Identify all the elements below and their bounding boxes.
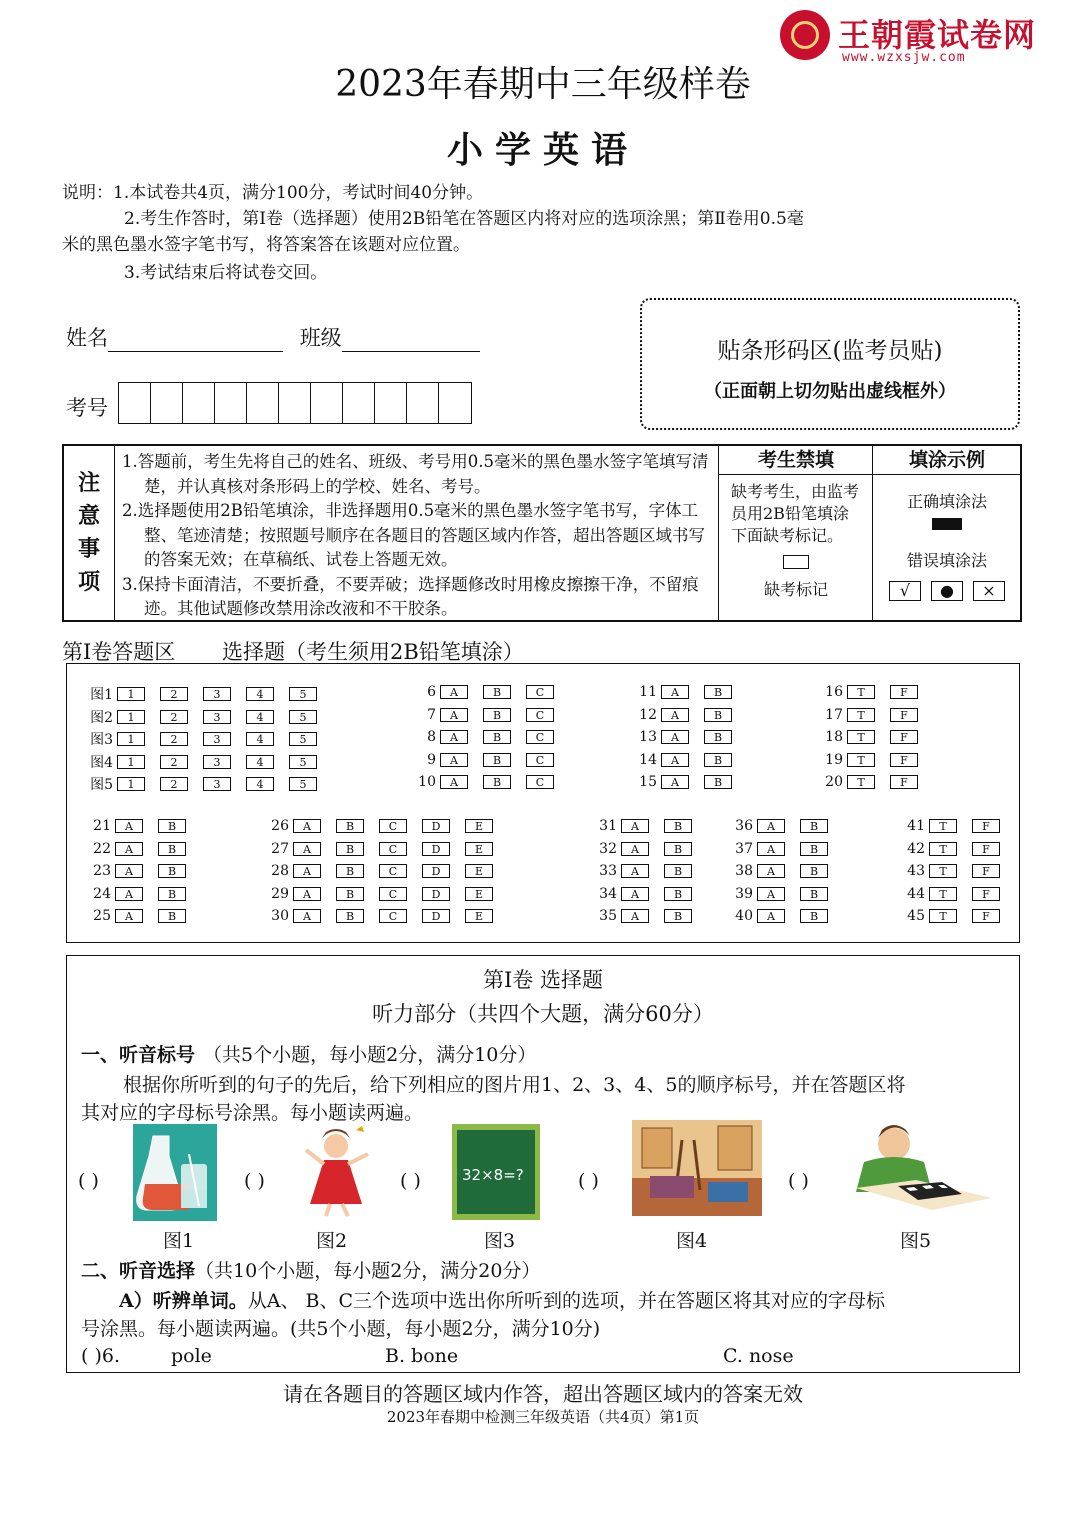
answer-bubble[interactable]: D: [422, 864, 450, 878]
answer-bubble[interactable]: C: [526, 753, 554, 767]
answer-bubble[interactable]: 1: [117, 755, 145, 769]
answer-bubble[interactable]: 4: [246, 687, 274, 701]
dancing-girl-icon: [294, 1124, 378, 1219]
answer-bubble[interactable]: B: [664, 887, 692, 901]
answer-bubble[interactable]: F: [972, 819, 1000, 833]
class-label: 班级: [299, 326, 342, 350]
answer-row: [593, 908, 707, 924]
picture-4-caption: 图4: [676, 1230, 708, 1252]
answer-paren[interactable]: ( ): [244, 1170, 265, 1192]
answer-bubble[interactable]: 1: [117, 732, 145, 746]
answer-bubble[interactable]: 2: [160, 710, 188, 724]
barcode-area: [640, 298, 1020, 430]
answer-row: [265, 818, 508, 834]
question-number: 11: [639, 684, 657, 700]
answer-bubble[interactable]: F: [890, 685, 918, 699]
answer-bubble[interactable]: A: [661, 775, 689, 789]
absent-header: 考生禁填: [719, 446, 873, 475]
question-number: 16: [825, 684, 843, 700]
answer-row: [729, 886, 843, 902]
answer-bubble[interactable]: A: [115, 819, 143, 833]
answer-bubble[interactable]: 2: [160, 755, 188, 769]
answer-row: [87, 886, 201, 902]
answer-row: [729, 863, 843, 879]
answer-bubble[interactable]: A: [115, 909, 143, 923]
picture-4: [632, 1120, 762, 1252]
q6-option-b: B. bone: [385, 1345, 459, 1367]
answer-bubble[interactable]: F: [972, 842, 1000, 856]
answer-bubble[interactable]: A: [621, 887, 649, 901]
answer-bubble[interactable]: B: [158, 909, 186, 923]
absent-text: 缺考考生，由监考员用2B铅笔填涂下面缺考标记。: [731, 482, 860, 545]
answer-row: [819, 774, 933, 790]
answer-bubble[interactable]: E: [465, 909, 493, 923]
answer-row: [593, 841, 707, 857]
answer-bubble[interactable]: F: [972, 887, 1000, 901]
question-number: 24: [93, 885, 111, 902]
answer-bubble[interactable]: C: [526, 708, 554, 722]
question-number: 29: [271, 885, 289, 902]
answer-row: [729, 818, 843, 834]
answer-bubble[interactable]: B: [704, 708, 732, 722]
wrong-label: 错误填涂法: [906, 551, 987, 570]
answer-bubble[interactable]: A: [757, 842, 785, 856]
notice-table: [62, 444, 1022, 622]
answer-area-title: 第Ⅰ卷答题区: [62, 640, 176, 664]
picture-3-caption: 图3: [484, 1230, 516, 1252]
answer-bubble[interactable]: 1: [117, 777, 145, 791]
question-number: 图4: [90, 754, 113, 771]
exam-id-boxes[interactable]: [118, 382, 472, 424]
question-number: 10: [418, 774, 436, 791]
answer-bubble[interactable]: A: [115, 864, 143, 878]
barcode-note: （正面朝上切勿贴出虚线框外）: [704, 381, 956, 402]
absent-mark-label: 缺考标记: [763, 580, 828, 599]
answer-bubble[interactable]: A: [440, 708, 468, 722]
answer-row: [87, 863, 201, 879]
notice-item: 1.答题前，考生先将自己的姓名、班级、考号用0.5毫米的黑色墨水签字笔填写清楚，并认真核对条形码上的学校、姓名、考号。: [122, 452, 709, 496]
answer-bubble[interactable]: E: [465, 819, 493, 833]
answer-bubble[interactable]: C: [526, 730, 554, 744]
question-number: 17: [825, 706, 843, 723]
answer-row: [633, 752, 747, 768]
answer-row: [87, 818, 201, 834]
answer-bubble[interactable]: A: [661, 753, 689, 767]
answer-bubble[interactable]: F: [972, 909, 1000, 923]
answer-bubble[interactable]: A: [440, 685, 468, 699]
notice-item: 2.选择题使用2B铅笔填涂，非选择题用0.5毫米的黑色墨水签字笔书写，字体工整、笔迹清楚；按照题号顺序在各题目的答题区域内作答，超出答题区域书写的答案无效；在草稿纸、试卷上答题无效。: [122, 501, 705, 569]
q2-heading: 二、听音选择（共10个小题，每小题2分，满分20分）: [81, 1260, 541, 1282]
notice-item: 3.保持卡面清洁，不要折叠，不要弄破；选择题修改时用橡皮擦擦干净，不留痕迹。其他试题修改禁用涂改液和不干胶条。: [122, 574, 699, 618]
answer-bubble[interactable]: E: [465, 842, 493, 856]
answer-bubble[interactable]: E: [465, 864, 493, 878]
answer-bubble[interactable]: B: [483, 730, 511, 744]
answer-bubble[interactable]: B: [704, 730, 732, 744]
q6-option-a: pole: [171, 1345, 212, 1367]
answer-bubble[interactable]: A: [115, 842, 143, 856]
answer-bubble[interactable]: 5: [289, 777, 317, 791]
class-line[interactable]: [342, 329, 480, 352]
answer-bubble[interactable]: T: [847, 685, 875, 699]
question-number: 图5: [90, 777, 113, 794]
answer-bubble[interactable]: A: [293, 842, 321, 856]
answer-bubble[interactable]: A: [293, 909, 321, 923]
answer-bubble[interactable]: A: [757, 887, 785, 901]
answer-bubble[interactable]: B: [483, 685, 511, 699]
answer-bubble[interactable]: B: [664, 842, 692, 856]
instruction-2b: 米的黑色墨水签字笔书写，将答案答在该题对应位置。: [62, 235, 470, 255]
answer-row: [593, 818, 707, 834]
answer-bubble[interactable]: C: [379, 887, 407, 901]
answer-bubble[interactable]: B: [664, 819, 692, 833]
answer-bubble[interactable]: A: [621, 842, 649, 856]
answer-row: [77, 752, 332, 772]
question-number: 20: [825, 774, 843, 791]
answer-bubble[interactable]: T: [929, 842, 957, 856]
answer-bubble[interactable]: 2: [160, 732, 188, 746]
answer-row: [819, 684, 933, 700]
chess-player-icon: [842, 1120, 996, 1220]
answer-row: [901, 886, 1015, 902]
answer-bubble[interactable]: F: [972, 864, 1000, 878]
answer-sheet: [66, 663, 1020, 943]
question-number: 40: [735, 908, 753, 925]
answer-bubble[interactable]: A: [661, 708, 689, 722]
answer-row: [412, 729, 569, 745]
question-number: 14: [639, 751, 657, 768]
answer-row: [593, 863, 707, 879]
correct-label: 正确填涂法: [906, 492, 987, 511]
answer-bubble[interactable]: 2: [160, 777, 188, 791]
answer-row: [901, 863, 1015, 879]
answer-row: [819, 752, 933, 768]
answer-bubble[interactable]: T: [847, 708, 875, 722]
question-number: 44: [907, 885, 925, 902]
answer-bubble[interactable]: F: [890, 775, 918, 789]
logo-brand: 王朝霞试卷网: [838, 16, 1037, 54]
question-number: 38: [735, 863, 753, 880]
answer-bubble[interactable]: C: [526, 685, 554, 699]
question-number: 18: [825, 729, 843, 746]
question-number: 23: [93, 863, 111, 880]
answer-row: [265, 841, 508, 857]
seal-icon: [780, 10, 830, 60]
answer-row: [633, 684, 747, 700]
answer-bubble[interactable]: 4: [246, 732, 274, 746]
question-number: 22: [93, 840, 111, 857]
answer-bubble[interactable]: T: [929, 819, 957, 833]
question-number: 28: [271, 863, 289, 880]
answer-bubble[interactable]: 4: [246, 755, 274, 769]
answer-bubble[interactable]: B: [336, 887, 364, 901]
answer-bubble[interactable]: B: [158, 864, 186, 878]
q2a-desc-2: 号涂黑。每小题读两遍。(共5个小题，每小题2分，满分10分): [81, 1318, 601, 1340]
q1-desc-1: 根据你所听到的句子的先后，给下列相应的图片用1、2、3、4、5的顺序标号，并在答题区将: [123, 1074, 906, 1096]
question-number: 43: [907, 863, 925, 880]
answer-area-heading: [62, 636, 524, 666]
logo-url: www.wzxsjw.com: [842, 50, 966, 65]
answer-bubble[interactable]: B: [483, 708, 511, 722]
q1-desc-2: 其对应的字母标号涂黑。每小题读两遍。: [81, 1102, 424, 1124]
picture-1-caption: 图1: [163, 1230, 195, 1252]
answer-bubble[interactable]: 5: [289, 755, 317, 769]
page-title: 2023年春期中三年级样卷: [335, 64, 751, 105]
question-number: 45: [907, 908, 925, 925]
picture-5: [842, 1120, 996, 1252]
question-number: 37: [735, 840, 753, 857]
answer-row: [77, 684, 332, 704]
question-number: 31: [599, 818, 617, 834]
answer-bubble[interactable]: 2: [160, 687, 188, 701]
q6-option-c: C. nose: [723, 1345, 794, 1367]
dot-mark-icon: ●: [931, 581, 963, 601]
answer-bubble[interactable]: A: [757, 864, 785, 878]
answer-row: [87, 908, 201, 924]
answer-paren[interactable]: ( ): [400, 1170, 421, 1192]
answer-bubble[interactable]: A: [621, 864, 649, 878]
answer-row: [265, 908, 508, 924]
answer-bubble[interactable]: B: [483, 775, 511, 789]
answer-bubble[interactable]: B: [664, 909, 692, 923]
question-number: 42: [907, 840, 925, 857]
q6-prefix[interactable]: ( )6.: [81, 1345, 120, 1367]
answer-bubble[interactable]: B: [800, 842, 828, 856]
name-label: 姓名: [66, 326, 108, 350]
answer-bubble[interactable]: B: [336, 864, 364, 878]
correct-fill-icon: [932, 518, 962, 530]
answer-bubble[interactable]: C: [379, 819, 407, 833]
answer-row: [633, 774, 747, 790]
instruction-lead: 说明：1.本试卷共4页，满分100分，考试时间40分钟。: [62, 183, 484, 203]
question-number: 15: [639, 774, 657, 791]
answer-bubble[interactable]: A: [757, 819, 785, 833]
answer-bubble[interactable]: T: [847, 753, 875, 767]
subject-title: 小学英语: [446, 129, 639, 171]
listening-title: 听力部分（共四个大题，满分60分）: [372, 1002, 714, 1026]
answer-bubble[interactable]: A: [621, 819, 649, 833]
answer-bubble[interactable]: B: [483, 753, 511, 767]
question-number: 26: [271, 818, 289, 834]
absent-mark-box[interactable]: [783, 555, 809, 569]
instruction-3: 3.考试结束后将试卷交回。: [124, 263, 328, 283]
answer-bubble[interactable]: 1: [117, 687, 145, 701]
question-number: 39: [735, 885, 753, 902]
answer-bubble[interactable]: A: [757, 909, 785, 923]
answer-bubble[interactable]: A: [293, 887, 321, 901]
answer-bubble[interactable]: B: [704, 685, 732, 699]
example-column: [872, 446, 1021, 620]
question-number: 25: [93, 908, 111, 925]
question-number: 9: [427, 751, 436, 768]
answer-bubble[interactable]: F: [890, 708, 918, 722]
picture-2: [294, 1124, 378, 1252]
answer-row: [633, 729, 747, 745]
answer-bubble[interactable]: F: [890, 730, 918, 744]
answer-row: [77, 707, 332, 727]
question-number: 32: [599, 840, 617, 857]
question-number: 30: [271, 908, 289, 925]
question-number: 34: [599, 885, 617, 902]
cross-mark-icon: ×: [973, 581, 1005, 601]
picture-1: [133, 1124, 217, 1252]
q1-heading: 一、听音标号 （共5个小题，每小题2分，满分10分）: [81, 1044, 537, 1066]
blackboard-icon: [452, 1124, 540, 1220]
answer-bubble[interactable]: 4: [246, 777, 274, 791]
answer-bubble[interactable]: B: [158, 819, 186, 833]
question-number: 33: [599, 863, 617, 880]
answer-bubble[interactable]: A: [661, 730, 689, 744]
answer-bubble[interactable]: F: [890, 753, 918, 767]
answer-bubble[interactable]: A: [440, 730, 468, 744]
svg-text:32×8=?: 32×8=?: [462, 1166, 524, 1184]
answer-row: [77, 729, 332, 749]
answer-bubble[interactable]: D: [422, 842, 450, 856]
question-number: 6: [427, 684, 436, 700]
answer-row: [593, 886, 707, 902]
answer-bubble[interactable]: 3: [203, 732, 231, 746]
question-number: 12: [639, 706, 657, 723]
answer-row: [412, 684, 569, 700]
question-number: 21: [93, 818, 111, 834]
answer-paren[interactable]: ( ): [78, 1170, 99, 1192]
answer-bubble[interactable]: B: [800, 864, 828, 878]
answer-bubble[interactable]: A: [661, 685, 689, 699]
question-number: 8: [427, 729, 436, 746]
answer-bubble[interactable]: A: [293, 819, 321, 833]
answer-warning: 请在各题目的答题区域内作答，超出答题区域内的答案无效: [283, 1382, 803, 1406]
answer-row: [265, 863, 508, 879]
question-number: 图1: [90, 687, 113, 703]
answer-row: [412, 707, 569, 723]
answer-bubble[interactable]: B: [158, 887, 186, 901]
answer-bubble[interactable]: T: [847, 730, 875, 744]
answer-bubble[interactable]: 5: [289, 687, 317, 701]
answer-row: [819, 729, 933, 745]
answer-row: [901, 908, 1015, 924]
answer-paren[interactable]: ( ): [578, 1170, 599, 1192]
answer-paren[interactable]: ( ): [788, 1170, 809, 1192]
answer-bubble[interactable]: 3: [203, 710, 231, 724]
answer-bubble[interactable]: T: [929, 887, 957, 901]
wrong-examples: [873, 581, 1021, 601]
question-number: 27: [271, 840, 289, 857]
instruction-2a: 2.考生作答时，第Ⅰ卷（选择题）使用2B铅笔在答题区内将对应的选项涂黑；第Ⅱ卷用0.5毫: [124, 209, 804, 229]
answer-bubble[interactable]: T: [847, 775, 875, 789]
question-number: 图2: [90, 709, 113, 726]
question-number: 19: [825, 751, 843, 768]
part-title: 第Ⅰ卷 选择题: [483, 968, 603, 992]
answer-bubble[interactable]: B: [336, 819, 364, 833]
barcode-title: 贴条形码区(监考员贴): [717, 338, 943, 364]
answer-bubble[interactable]: A: [115, 887, 143, 901]
answer-bubble[interactable]: T: [929, 864, 957, 878]
answer-row: [729, 908, 843, 924]
name-field[interactable]: [66, 322, 480, 352]
answer-bubble[interactable]: C: [526, 775, 554, 789]
answer-bubble[interactable]: 4: [246, 710, 274, 724]
answer-area-subtitle: 选择题（考生须用2B铅笔填涂）: [221, 640, 524, 664]
answer-bubble[interactable]: 3: [203, 755, 231, 769]
answer-bubble[interactable]: 3: [203, 777, 231, 791]
question-number: 图3: [90, 732, 113, 749]
name-line[interactable]: [108, 329, 283, 352]
question-number: 35: [599, 908, 617, 925]
answer-bubble[interactable]: B: [800, 909, 828, 923]
check-mark-icon: √: [889, 581, 921, 601]
answer-bubble[interactable]: B: [704, 775, 732, 789]
answer-bubble[interactable]: A: [621, 909, 649, 923]
question-number: 41: [907, 818, 925, 834]
answer-bubble[interactable]: B: [800, 819, 828, 833]
answer-bubble[interactable]: T: [929, 909, 957, 923]
answer-row: [633, 707, 747, 723]
answer-bubble[interactable]: C: [379, 909, 407, 923]
answer-bubble[interactable]: D: [422, 887, 450, 901]
answer-bubble[interactable]: B: [800, 887, 828, 901]
answer-row: [729, 841, 843, 857]
id-label: 考号: [66, 396, 108, 420]
picture-5-caption: 图5: [900, 1230, 932, 1252]
answer-row: [265, 886, 508, 902]
answer-bubble[interactable]: 3: [203, 687, 231, 701]
picture-2-caption: 图2: [316, 1230, 348, 1252]
answer-row: [77, 774, 332, 794]
answer-row: [87, 841, 201, 857]
answer-bubble[interactable]: 5: [289, 732, 317, 746]
beakers-icon: [133, 1124, 217, 1221]
answer-bubble[interactable]: B: [336, 909, 364, 923]
answer-bubble[interactable]: A: [440, 753, 468, 767]
notice-label: 注 意 事 项: [64, 446, 115, 620]
question-number: 13: [639, 729, 657, 746]
answer-bubble[interactable]: D: [422, 819, 450, 833]
answer-row: [412, 752, 569, 768]
answer-bubble[interactable]: E: [465, 887, 493, 901]
answer-bubble[interactable]: 5: [289, 710, 317, 724]
answer-bubble[interactable]: 1: [117, 710, 145, 724]
answer-bubble[interactable]: C: [379, 864, 407, 878]
question-number: 36: [735, 818, 753, 834]
picture-3: [452, 1124, 540, 1252]
answer-row: [901, 841, 1015, 857]
classroom-icon: [632, 1120, 762, 1216]
answer-row: [901, 818, 1015, 834]
answer-bubble[interactable]: B: [336, 842, 364, 856]
answer-row: [819, 707, 933, 723]
answer-bubble[interactable]: A: [293, 864, 321, 878]
absent-column: [718, 446, 873, 620]
answer-bubble[interactable]: A: [440, 775, 468, 789]
answer-row: [412, 774, 569, 790]
answer-bubble[interactable]: B: [704, 753, 732, 767]
answer-bubble[interactable]: C: [379, 842, 407, 856]
answer-bubble[interactable]: B: [664, 864, 692, 878]
answer-bubble[interactable]: B: [158, 842, 186, 856]
answer-bubble[interactable]: D: [422, 909, 450, 923]
notice-items: [122, 450, 712, 622]
page-footer: 2023年春期中检测三年级英语（共4页）第1页: [386, 1408, 700, 1426]
question-number: 7: [427, 706, 436, 723]
q2a-desc-1: A）听辨单词。从A、 B、C三个选项中选出你所听到的选项，并在答题区将其对应的字母标: [119, 1290, 886, 1312]
example-header: 填涂示例: [873, 446, 1021, 475]
